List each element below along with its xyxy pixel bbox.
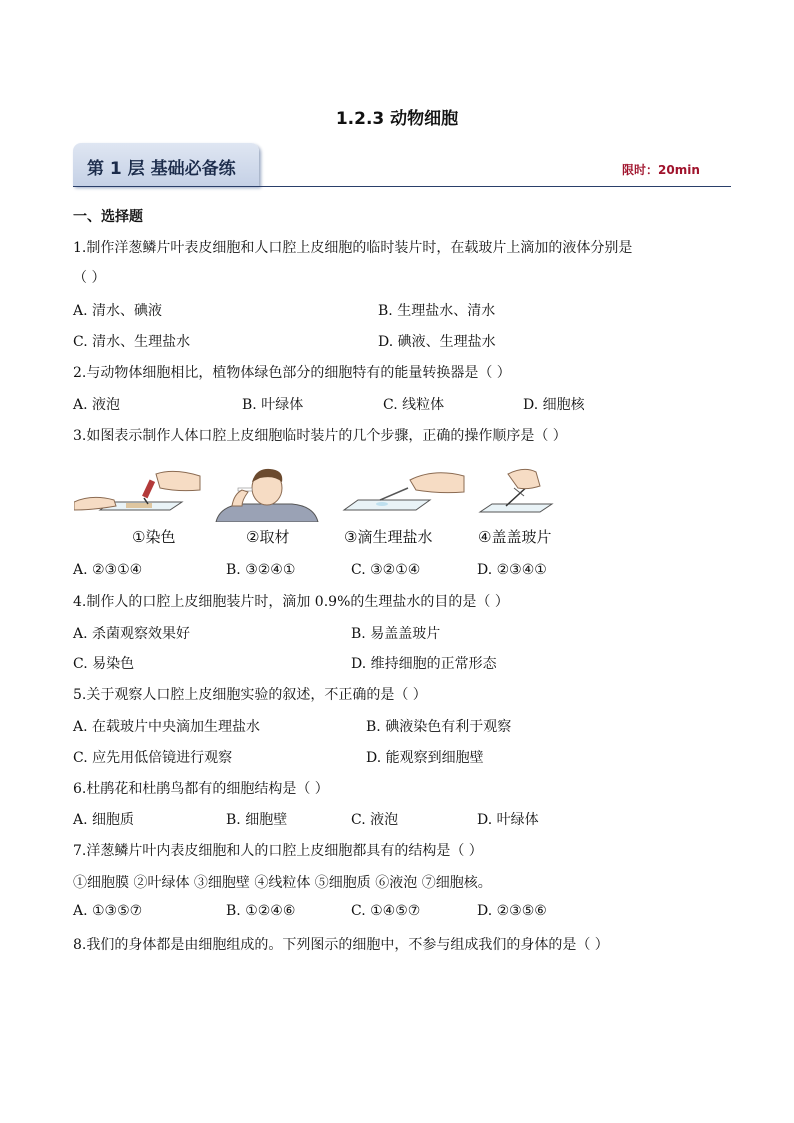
question-6-option-b: B. 细胞壁 [226,812,288,828]
question-2-option-c: C. 线粒体 [383,397,445,413]
figure-caption-sampling: ②取材 [246,528,290,546]
figure-coverslip-illustration [478,466,558,522]
question-7-stem: 7.洋葱鳞片叶内表皮细胞和人的口腔上皮细胞都具有的结构是（ ） [73,843,483,859]
question-3-option-d: D. ②③④① [477,562,547,578]
question-2-option-d: D. 细胞核 [523,397,585,413]
question-7-option-c: C. ①④⑤⑦ [351,903,421,919]
question-1-option-c: C. 清水、生理盐水 [73,334,191,350]
question-2-option-b: B. 叶绿体 [242,397,304,413]
question-1-stem-blank: （ ） [73,270,106,286]
question-1-option-a: A. 清水、碘液 [73,303,163,319]
question-2-option-a: A. 液泡 [73,397,121,413]
question-6-option-c: C. 液泡 [351,812,399,828]
question-2-stem: 2.与动物体细胞相比，植物体绿色部分的细胞特有的能量转换器是（ ） [73,365,511,381]
question-4-option-b: B. 易盖盖玻片 [351,626,441,642]
question-5-option-a: A. 在载玻片中央滴加生理盐水 [73,719,261,735]
question-7-structures-list: ①细胞膜 ②叶绿体 ③细胞壁 ④线粒体 ⑤细胞质 ⑥液泡 ⑦细胞核。 [73,875,492,891]
figure-sampling-illustration [212,466,322,522]
page-title: 1.2.3 动物细胞 [335,109,459,129]
section-heading: 一、选择题 [73,209,143,225]
question-6-option-a: A. 细胞质 [73,812,135,828]
question-3-option-b: B. ③②④① [226,562,296,578]
level-banner-text: 第 1 层 基础必备练 [87,159,236,179]
question-4-option-c: C. 易染色 [73,656,135,672]
question-4-stem: 4.制作人的口腔上皮细胞装片时，滴加 0.9%的生理盐水的目的是（ ） [73,594,509,610]
question-8-stem: 8.我们的身体都是由细胞组成的。下列图示的细胞中，不参与组成我们的身体的是（ ） [73,937,609,953]
time-limit: 限时：20min [622,163,700,177]
question-3-option-c: C. ③②①④ [351,562,421,578]
question-6-stem: 6.杜鹃花和杜鹃鸟都有的细胞结构是（ ） [73,781,329,797]
question-5-option-d: D. 能观察到细胞壁 [366,750,484,766]
question-3-option-a: A. ②③①④ [73,562,143,578]
question-1-stem: 1.制作洋葱鳞片叶表皮细胞和人口腔上皮细胞的临时装片时，在载玻片上滴加的液体分别是 [73,240,633,256]
figure-saline-illustration [336,466,466,522]
figure-caption-coverslip: ④盖盖玻片 [478,528,552,546]
question-6-option-d: D. 叶绿体 [477,812,539,828]
figure-caption-staining: ①染色 [132,528,176,546]
question-1-option-d: D. 碘液、生理盐水 [378,334,496,350]
question-4-option-d: D. 维持细胞的正常形态 [351,656,497,672]
header-rule [73,186,731,187]
question-7-option-d: D. ②③⑤⑥ [477,903,547,919]
question-1-option-b: B. 生理盐水、清水 [378,303,496,319]
question-4-option-a: A. 杀菌观察效果好 [73,626,191,642]
question-5-option-b: B. 碘液染色有利于观察 [366,719,512,735]
figure-caption-saline: ③滴生理盐水 [344,528,433,546]
question-3-stem: 3.如图表示制作人体口腔上皮细胞临时装片的几个步骤，正确的操作顺序是（ ） [73,428,567,444]
question-7-option-b: B. ①②④⑥ [226,903,296,919]
question-5-option-c: C. 应先用低倍镜进行观察 [73,750,233,766]
question-5-stem: 5.关于观察人口腔上皮细胞实验的叙述，不正确的是（ ） [73,687,427,703]
figure-staining-illustration [74,466,202,522]
question-7-option-a: A. ①③⑤⑦ [73,903,143,919]
level-banner [73,143,259,186]
